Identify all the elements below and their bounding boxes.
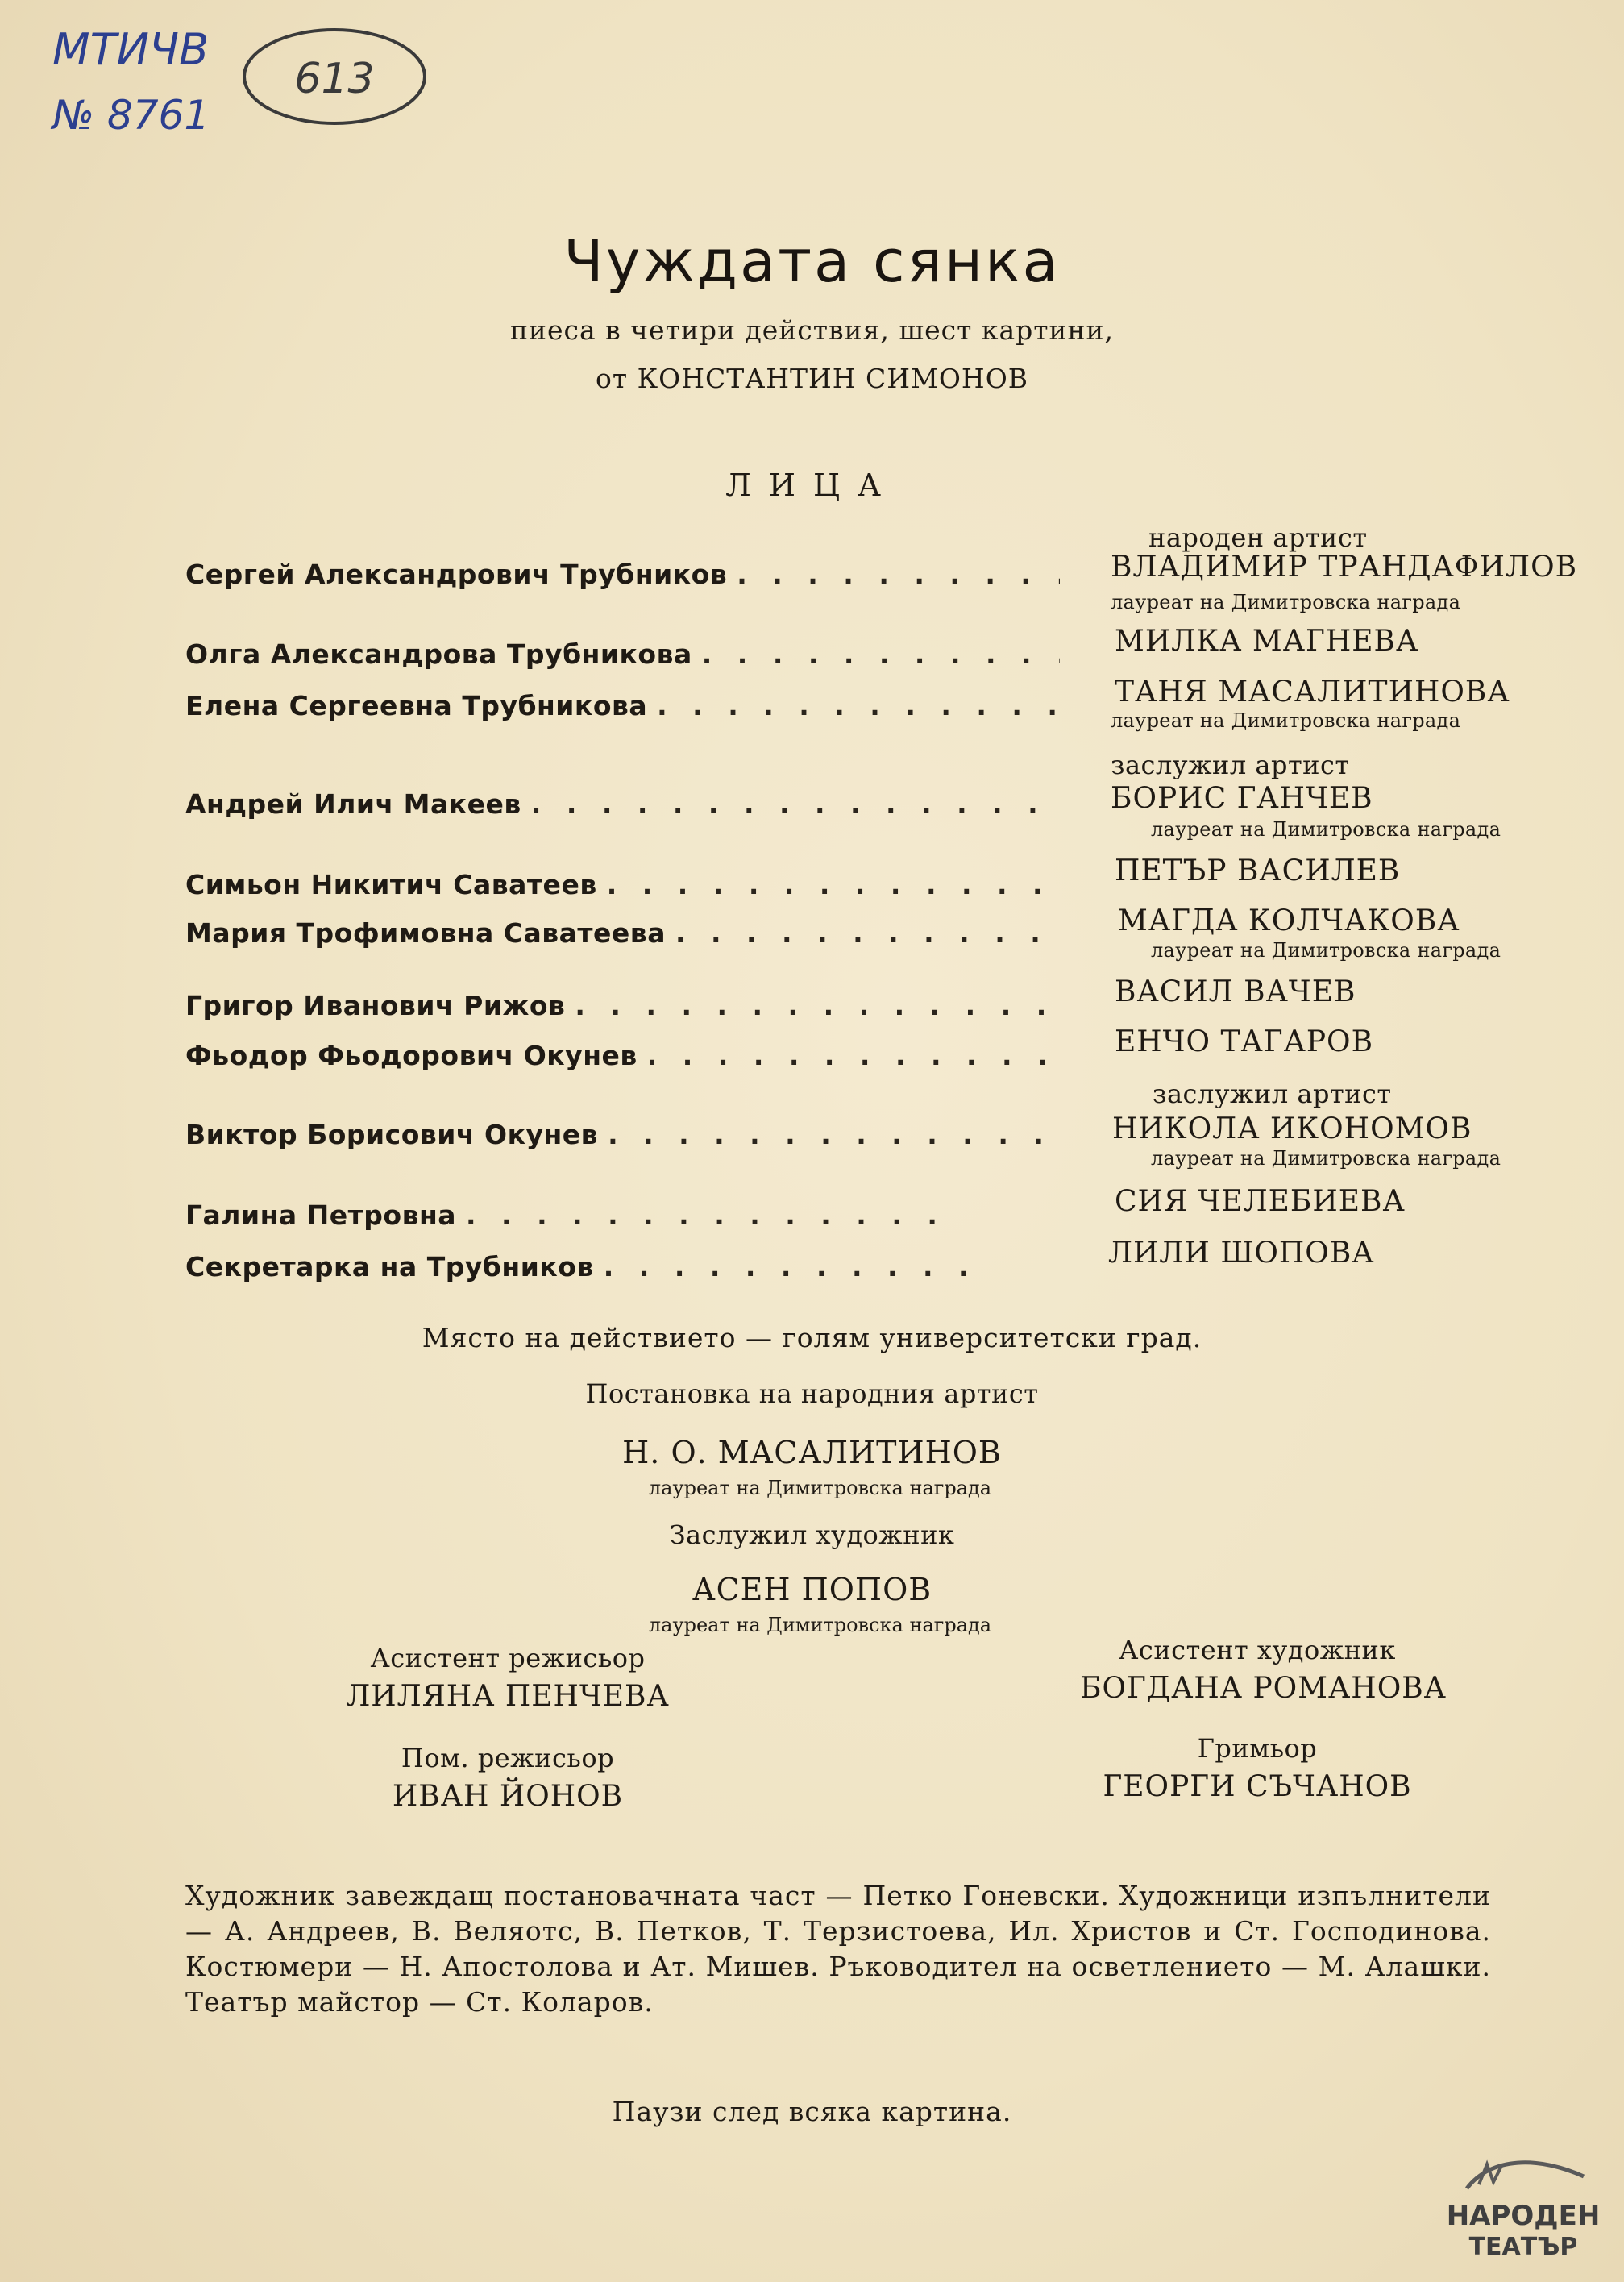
cast-actor: МИЛКА МАГНЕВА: [1115, 625, 1419, 658]
role-name: Елена Сергеевна Трубникова: [185, 690, 648, 721]
leader-dots: [737, 559, 1060, 590]
cast-actor: СИЯ ЧЕЛЕБИЕВА: [1115, 1185, 1406, 1218]
leader-dots: [675, 917, 1060, 949]
role-name: Олга Александрова Трубникова: [185, 638, 692, 670]
crew-name: ГЕОРГИ СЪЧАНОВ: [1103, 1770, 1412, 1803]
cast-role: [185, 917, 1060, 954]
crew-label: Асистент режисьор: [370, 1643, 646, 1673]
signature-flourish: [1467, 2163, 1584, 2188]
play-title: Чуждата сянка: [563, 227, 1061, 295]
cast-actor: ВАСИЛ ВАЧЕВ: [1115, 975, 1356, 1008]
cast-actor: БОРИС ГАНЧЕВ: [1111, 782, 1373, 815]
cast-role: [185, 559, 1060, 596]
cast-laureate: лауреат на Димитровска награда: [1151, 939, 1501, 962]
role-name: Виктор Борисович Окунев: [185, 1119, 599, 1150]
leader-dots: [604, 1251, 971, 1282]
cast-rank: заслужил артист: [1153, 1079, 1392, 1109]
handwritten-archive-mark: [44, 16, 431, 145]
role-name: Симьон Никитич Саватеев: [185, 869, 597, 900]
cast-rank: заслужил артист: [1111, 750, 1350, 780]
national-theatre-logo: [1443, 2148, 1604, 2269]
leader-dots: [608, 1119, 1060, 1150]
cast-actor: МАГДА КОЛЧАКОВА: [1118, 904, 1460, 937]
cast-actor: ЛИЛИ ШОПОВА: [1108, 1237, 1375, 1270]
designer-label: Заслужил художник: [669, 1519, 955, 1550]
role-name: Григор Иванович Рижов: [185, 990, 566, 1021]
deputy-director: [339, 1743, 677, 1813]
cast-rank: народен артист: [1148, 522, 1368, 553]
crew-name: ЛИЛЯНА ПЕНЧЕВА: [346, 1680, 670, 1713]
cast-laureate: лауреат на Димитровска награда: [1111, 591, 1461, 613]
crew-label: Асистент художник: [1119, 1635, 1396, 1665]
cast-heading: ЛИЦА: [725, 468, 899, 503]
cast-role: [185, 1119, 1060, 1156]
crew-label: Пом. режисьор: [401, 1743, 615, 1773]
designer-name: АСЕН ПОПОВ: [692, 1572, 932, 1607]
crew-name: ИВАН ЙОНОВ: [392, 1780, 624, 1813]
leader-dots: [466, 1199, 939, 1231]
cast-actor: ВЛАДИМИР ТРАНДАФИЛОВ: [1111, 551, 1578, 584]
staging-director: Н. О. МАСАЛИТИНОВ: [622, 1435, 1002, 1470]
crew-label: Гримьор: [1197, 1733, 1318, 1764]
leader-dots: [647, 1040, 1060, 1071]
cast-role: [185, 1040, 1060, 1077]
leader-dots: [702, 638, 1060, 670]
cast-laureate: лауреат на Димитровска награда: [1111, 709, 1461, 732]
cast-role: [185, 1251, 971, 1288]
crew-name: БОГДАНА РОМАНОВА: [1080, 1672, 1447, 1705]
leader-dots: [607, 869, 1060, 900]
cast-role: [185, 1199, 939, 1237]
cast-role: [185, 638, 1060, 675]
handwritten-line-1: МТИЧВ: [52, 24, 210, 75]
logo-line-1: НАРОДЕН: [1446, 2200, 1601, 2232]
leader-dots: [657, 690, 1060, 721]
role-name: Фьодор Фьодорович Окунев: [185, 1040, 638, 1071]
assistant-designer: [1080, 1635, 1447, 1705]
cast-actor: ТАНЯ МАСАЛИТИНОВА: [1115, 675, 1510, 709]
assistant-director: [339, 1643, 677, 1713]
cast-role: [185, 869, 1060, 906]
leader-dots: [575, 990, 1060, 1021]
handwritten-circled-number: 613: [294, 55, 375, 103]
handwritten-line-2: № 8761: [52, 92, 210, 139]
cast-actor: ПЕТЪР ВАСИЛЕВ: [1115, 854, 1401, 887]
staging-label: Постановка на народния артист: [585, 1378, 1039, 1409]
cast-role: [185, 690, 1060, 727]
cast-laureate: лауреат на Димитровска награда: [1151, 1147, 1501, 1170]
place-of-action: Място на действието — голям университетски град.: [422, 1322, 1202, 1353]
play-subtitle: пиеса в четири действия, шест картини,: [510, 314, 1114, 346]
play-author: от КОНСТАНТИН СИМОНОВ: [595, 363, 1029, 394]
role-name: Галина Петровна: [185, 1199, 457, 1231]
cast-actor: НИКОЛА ИКОНОМОВ: [1112, 1112, 1472, 1145]
makeup-artist: [1080, 1733, 1435, 1803]
cast-actor: ЕНЧО ТАГАРОВ: [1115, 1025, 1374, 1058]
designer-laureate: лауреат на Димитровска награда: [648, 1614, 992, 1636]
cast-role: [185, 990, 1060, 1027]
leader-dots: [531, 788, 1060, 820]
role-name: Мария Трофимовна Саватеева: [185, 917, 666, 949]
cast-laureate: лауреат на Димитровска награда: [1151, 818, 1501, 841]
pauses-note: Паузи след всяка картина.: [612, 2096, 1012, 2127]
role-name: Сергей Александрович Трубников: [185, 559, 728, 590]
role-name: Андрей Илич Макеев: [185, 788, 521, 820]
role-name: Секретарка на Трубников: [185, 1251, 594, 1282]
staging-laureate: лауреат на Димитровска награда: [648, 1477, 992, 1499]
production-credits: Художник завеждащ постановачната част — Петко Гоневски. Художници изпълнители — А. Андреев, В. Веляотс, В. Петков, Т. Терзистоева, Ил. Христов и Ст. Господинова. Костюмери — Н. Апостолова и Ат. Мишев. Ръководител на осветлението — М. Алашки. Театър майстор — Ст. Коларов.: [185, 1880, 1491, 2018]
cast-role: [185, 788, 1060, 825]
logo-line-2: ТЕАТЪР: [1468, 2233, 1578, 2261]
